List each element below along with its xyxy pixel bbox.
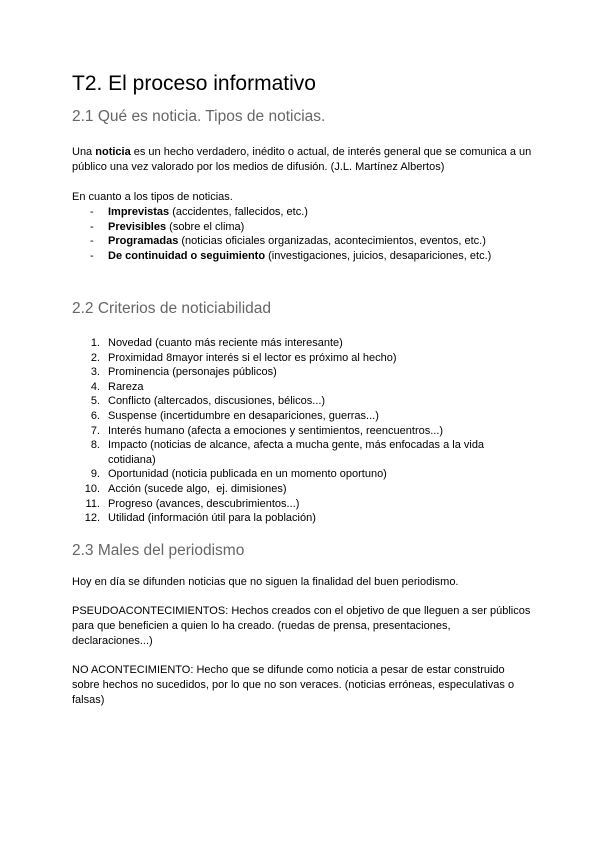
type-description: (sobre el clima) [166, 220, 245, 233]
criterion-text: Acción (sucede algo, ej. dimisiones) [108, 482, 287, 495]
list-number: 6. [90, 409, 100, 422]
type-description: (investigaciones, juicios, desapariciones, etc.) [265, 249, 492, 262]
list-item [72, 482, 532, 497]
types-intro: En cuanto a los tipos de noticias. [72, 191, 233, 203]
list-bullet: - [90, 206, 94, 218]
list-number: 11. [85, 497, 100, 510]
criterion-text: Proximidad 8mayor interés si el lector es próximo al hecho) [108, 351, 397, 364]
list-item [72, 205, 532, 220]
page-title: T2. El proceso informativo [72, 72, 316, 95]
list-item [72, 467, 532, 482]
list-number: 1. [90, 337, 100, 349]
criterion-text: Impacto (noticias de alcance, afecta a mucha gente, más enfocadas a la vida cotidiana) [108, 439, 485, 466]
list-bullet: - [90, 220, 94, 233]
list-item [72, 351, 532, 366]
males-intro: Hoy en día se difunden noticias que no siguen la finalidad del buen periodismo. [72, 575, 459, 588]
list-item [72, 336, 532, 351]
list-item [72, 511, 532, 526]
list-number: 2. [90, 351, 100, 364]
noticia-definition [72, 145, 532, 175]
criterion-text: Oportunidad (noticia publicada en un momento oportuno) [108, 468, 387, 481]
section-heading-2-1: 2.1 Qué es noticia. Tipos de noticias. [72, 108, 326, 125]
list-item [72, 438, 532, 467]
type-name: Previsibles [108, 220, 167, 233]
news-types-list [72, 205, 532, 263]
criterion-text: Prominencia (personajes públicos) [108, 366, 277, 379]
pseudoacontecimientos-paragraph: PSEUDOACONTECIMIENTOS: Hechos creados con el objetivo de que lleguen a ser públicos para que beneficien a quien lo ha creado. (ruedas de prensa, presentaciones, declaraciones...) [72, 604, 531, 647]
criteria-list [72, 336, 532, 526]
criterion-text: Conflicto (altercados, discusiones, bélicos...) [108, 395, 326, 408]
list-item [72, 394, 532, 409]
criterion-text: Utilidad (información útil para la población) [108, 512, 316, 525]
section-heading-2-2: 2.2 Criterios de noticiabilidad [72, 300, 272, 317]
type-description: (noticias oficiales organizadas, acontecimientos, eventos, etc.) [178, 235, 486, 247]
list-item [72, 220, 532, 235]
definition-before: Una [72, 146, 96, 158]
type-name: De continuidad o seguimiento [108, 249, 266, 262]
list-number: 3. [90, 366, 100, 379]
list-number: 9. [90, 468, 100, 481]
definition-after: es un hecho verdadero, inédito o actual, de interés general que se comunica a un público una vez valorado por los medios de difusión. (J.L. Martínez Albertos) [72, 146, 532, 173]
list-item [72, 365, 532, 380]
list-bullet: - [90, 235, 94, 247]
list-item [72, 424, 532, 439]
criterion-text: Interés humano (afecta a emociones y sentimientos, reencuentros...) [108, 424, 444, 437]
list-item [72, 380, 532, 395]
criterion-text: Novedad (cuanto más reciente más interesante) [108, 337, 343, 349]
type-name: Programadas [108, 235, 179, 247]
list-item [72, 409, 532, 424]
list-item [72, 497, 532, 512]
list-number: 4. [90, 380, 100, 393]
criterion-text: Suspense (incertidumbre en desapariciones, guerras...) [108, 409, 379, 422]
section-heading-2-3: 2.3 Males del periodismo [72, 541, 245, 559]
type-name: Imprevistas [108, 206, 170, 218]
list-number: 5. [90, 395, 100, 408]
list-number: 12. [84, 512, 100, 525]
document-page [72, 70, 532, 708]
criterion-text: Progreso (avances, descubrimientos...) [108, 497, 300, 510]
criterion-text: Rareza [108, 380, 144, 393]
list-number: 8. [90, 439, 100, 452]
no-acontecimiento-paragraph: NO ACONTECIMIENTO: Hecho que se difunde como noticia a pesar de estar construido sobre hechos no sucedidos, por lo que no son veraces. (noticias erróneas, especulativas o falsas) [72, 663, 515, 706]
list-item [72, 234, 532, 249]
list-number: 7. [90, 424, 100, 437]
definition-bold-term: noticia [95, 146, 131, 158]
list-bullet: - [90, 249, 94, 262]
list-item [72, 249, 532, 264]
list-number: 10. [84, 482, 100, 495]
type-description: (accidentes, fallecidos, etc.) [169, 206, 308, 218]
